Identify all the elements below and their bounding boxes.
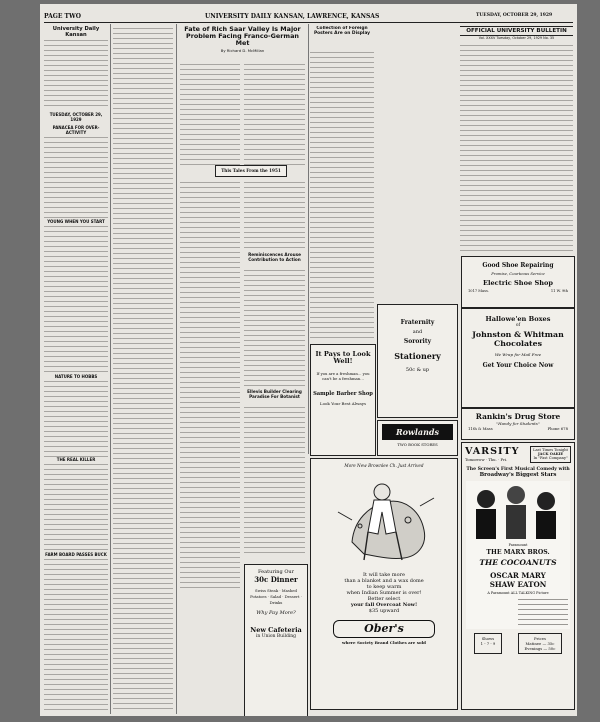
editorial-column-2 xyxy=(113,26,173,711)
varsity-copy xyxy=(518,597,568,627)
obers-copy2: than a blanket and a wax dome xyxy=(344,578,424,584)
shoe-line1: Good Shoe Repairing xyxy=(482,262,554,269)
header-rule xyxy=(44,22,573,23)
obers-footer: where Society Brand Clothes are sold xyxy=(342,640,426,645)
varsity-shows-label: Shows xyxy=(481,635,495,641)
halloween-line5: We Wrap for Mail Free xyxy=(494,352,542,357)
barber-body: If you are a freshman... you can't be a freshman... xyxy=(316,371,370,381)
ellevis-head-block xyxy=(244,389,305,403)
obers-ad xyxy=(310,458,458,710)
varsity-tagline: The Screen's First Musical Comedy with xyxy=(466,466,570,472)
page-number: PAGE TWO xyxy=(44,13,81,20)
editorial-head-1: PANACEA FOR OVER-ACTIVITY xyxy=(52,125,100,135)
varsity-last-times xyxy=(530,446,571,463)
varsity-prices-label: Prices xyxy=(533,635,546,641)
rankin-footer xyxy=(462,426,574,431)
obers-copy4: when Indian Summer is over! xyxy=(346,590,422,596)
this-and-that-title: This Tales From the 1951 xyxy=(215,165,287,177)
varsity-showtimes: 1 - 7 - 9 xyxy=(480,640,496,646)
french-head-block xyxy=(310,26,374,48)
editorial-body-1 xyxy=(44,135,108,219)
dinner-ad xyxy=(244,564,308,716)
rowlands-logo: Rowlands xyxy=(382,424,453,440)
masthead: UNIVERSITY DAILY KANSAN, LAWRENCE, KANSAS xyxy=(205,13,380,20)
marx-brothers-illustration xyxy=(466,481,570,547)
shoe-ad xyxy=(461,256,575,308)
shoe-footer xyxy=(462,287,574,295)
rowlands-ad xyxy=(377,420,458,456)
varsity-film: THE COCOANUTS xyxy=(479,557,557,567)
bulletin-body xyxy=(460,43,573,251)
varsity-days: Tomorrow · Thu. · Fri. xyxy=(465,457,508,462)
halloween-line4: Chocolates xyxy=(494,339,542,348)
saar-body-left xyxy=(180,62,240,168)
stationery-ad xyxy=(377,304,458,418)
varsity-ad xyxy=(461,442,575,710)
saar-body-right xyxy=(244,62,305,168)
saar-byline: By Richard D. McMillan xyxy=(220,47,265,53)
stationery-line2: and xyxy=(412,329,423,335)
saar-headline-block xyxy=(180,26,305,60)
stationery-line1: Fraternity xyxy=(400,319,435,326)
obers-copy1: It will take more xyxy=(363,572,405,578)
halloween-line6: Get Your Choice Now xyxy=(482,362,554,369)
col-divider-3 xyxy=(308,24,309,454)
french-body xyxy=(310,50,374,340)
rankin-address: 11th & Mass xyxy=(468,426,493,431)
editorial-body-4 xyxy=(44,462,108,552)
rowlands-sub: TWO BOOK STORES xyxy=(397,442,438,447)
dinner-line3: Why Pay More? xyxy=(256,610,296,616)
dinner-line5: in Union Building xyxy=(255,634,297,639)
editorial-head-2: YOUNG WHEN YOU START xyxy=(47,219,105,224)
obers-copy3: to keep warm xyxy=(366,584,402,590)
dinner-line1: Featuring Our xyxy=(257,569,295,575)
french-headline: Collection of Foreign Posters Are on Display xyxy=(313,26,371,37)
stationery-price: 50c & up xyxy=(405,367,430,373)
dinner-line4: New Cafeteria xyxy=(250,626,302,634)
column-3-body xyxy=(180,180,240,590)
shoe-line3: Electric Shoe Shop xyxy=(482,279,554,287)
editorial-date: TUESDAY, OCTOBER 29, 1929 xyxy=(49,112,103,122)
varsity-costars2: SHAW EATON xyxy=(489,579,547,589)
varsity-costars: OSCAR MARY xyxy=(490,570,546,580)
varsity-header xyxy=(462,443,574,463)
paper-title: University Daily Kansan xyxy=(52,26,100,38)
halloween-line2: of xyxy=(515,323,521,328)
barber-ad xyxy=(310,344,376,456)
obers-copy6: your fall Overcoat Now! xyxy=(350,602,418,608)
varsity-stars: THE MARX BROS. xyxy=(486,548,550,556)
rankin-tag: "Handy for Students" xyxy=(496,421,540,426)
ellevis-headline: Ellevis Builder Clearing Paradise For Botanist xyxy=(247,389,302,399)
bulletin xyxy=(460,26,573,251)
stationery-line4: Stationery xyxy=(394,351,441,361)
barber-headline: It Pays to Look Well! xyxy=(315,350,371,365)
varsity-poster xyxy=(466,481,570,629)
left-column xyxy=(44,26,108,711)
varsity-matinee: Matinee — 35c xyxy=(525,640,555,646)
dinner-items: Swiss Steak · Mashed Potatoes · Salad · Dessert · Drinks xyxy=(250,588,302,605)
editorial-head-3: NATURE TO HOBBS xyxy=(54,374,98,379)
editorial-body-5 xyxy=(44,557,108,711)
shoe-phone: 11 W. 9th xyxy=(550,289,568,293)
varsity-name: VARSITY xyxy=(465,446,520,457)
editorial-head-4: THE REAL KILLER xyxy=(56,457,96,462)
header-date: TUESDAY, OCTOBER 29, 1929 xyxy=(476,13,553,18)
stationery-line3: Sorority xyxy=(403,338,432,345)
editorial-head-5: FARM BOARD PASSES BUCK xyxy=(45,552,107,557)
varsity-brand-block xyxy=(465,446,520,463)
shoe-address: 1017 Mass. xyxy=(468,289,489,293)
editorial-body-2 xyxy=(44,224,108,374)
barber-name: Sample Barber Shop xyxy=(313,391,373,397)
cooking-head-block xyxy=(244,252,305,266)
rankin-name: Rankin's Drug Store xyxy=(475,412,561,421)
saar-headline: Fate of Rich Saar Valley Is Major Problem Facing Franco-German Met xyxy=(184,26,301,48)
varsity-evening: Evenings — 50c xyxy=(524,645,556,651)
editorial-body-3 xyxy=(44,379,108,457)
varsity-shows-box xyxy=(474,633,503,654)
halloween-line1: Hallowe'en Boxes xyxy=(485,315,551,323)
cooking-headline: Reminiscences Arouse Contribution to Action xyxy=(248,252,301,262)
obers-price: $35 upward xyxy=(368,608,400,614)
obers-logo: Ober's xyxy=(333,620,435,638)
varsity-now-film: In "Fast Company" xyxy=(533,456,568,461)
dinner-line2: 30c Dinner xyxy=(254,575,298,584)
column-4-body-2 xyxy=(244,268,305,388)
staff-listing xyxy=(44,38,108,110)
col-divider-1 xyxy=(110,24,111,714)
bulletin-title: OFFICIAL UNIVERSITY BULLETIN xyxy=(460,26,573,36)
barber-tag: Look Your Best Always xyxy=(319,401,367,406)
rankin-phone: Phone 678 xyxy=(547,426,568,431)
halloween-ad xyxy=(461,308,575,408)
newspaper-page xyxy=(40,4,577,716)
varsity-studio: Paramount xyxy=(508,542,528,547)
halloween-line3: Johnston & Whitman xyxy=(472,330,564,339)
rankin-ad xyxy=(461,408,575,440)
bulletin-sub: Vol. XXXV Tuesday, October 29, 1929 No. 35 xyxy=(478,36,555,40)
varsity-now-star: JACK OAKIE xyxy=(537,452,564,457)
column-4-body-3 xyxy=(244,405,305,555)
obers-copy5: Better select xyxy=(367,596,401,602)
shoe-line2: Promise, Courteous Service xyxy=(491,271,545,276)
varsity-schedule xyxy=(466,633,570,654)
obers-headline: More New Brownlee Ch. Just Arrived xyxy=(344,463,424,468)
column-4-body-1 xyxy=(244,180,305,250)
col-divider-2 xyxy=(176,24,177,714)
varsity-tagline2: Broadway's Biggest Stars xyxy=(479,471,557,478)
varsity-last-label: Last Times Tonight xyxy=(533,448,568,452)
varsity-presents: A Paramount ALL TALKING Picture xyxy=(487,590,549,595)
varsity-prices-box xyxy=(518,633,563,654)
obers-illustration xyxy=(324,472,444,570)
